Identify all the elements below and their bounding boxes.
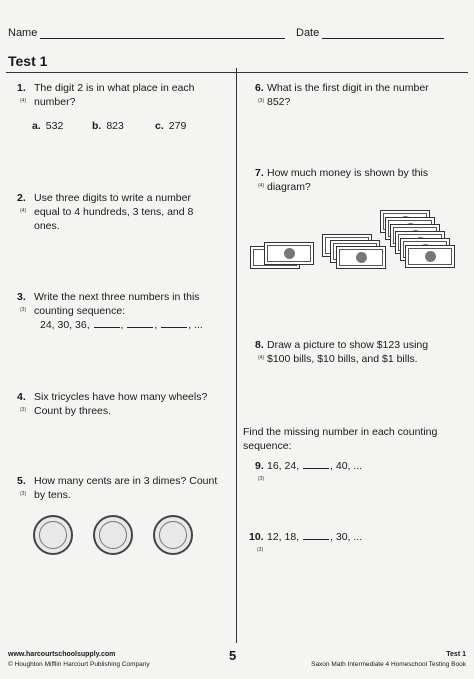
question-line: How much money is shown by this	[267, 167, 429, 179]
question-line: How many cents are in 3 dimes? Count	[34, 475, 218, 487]
lesson-ref: (3)	[20, 307, 27, 313]
choice-letter: a.	[32, 120, 41, 132]
footer-copyright: © Houghton Mifflin Harcourt Publishing Company	[8, 661, 150, 668]
instruction-line: Find the missing number in each counting	[243, 426, 438, 438]
title-rule	[6, 72, 468, 73]
dime-coin-image	[33, 515, 73, 555]
question-text	[34, 81, 195, 109]
money-diagram	[248, 208, 468, 270]
page-title: Test 1	[8, 53, 48, 69]
question-line: $100 bills, $10 bills, and $1 bills.	[267, 353, 418, 365]
lesson-ref: (3)	[257, 547, 264, 553]
question-text	[34, 390, 207, 418]
choice-a	[32, 119, 63, 133]
lesson-ref: (3)	[258, 476, 265, 482]
instruction-line: sequence:	[243, 440, 292, 452]
one-dollar-bill-image	[405, 245, 455, 268]
lesson-ref: (3)	[20, 491, 27, 497]
column-divider	[236, 68, 237, 643]
question-line: diagram?	[267, 181, 311, 193]
dime-coin-image	[93, 515, 133, 555]
question-text	[34, 474, 217, 502]
choice-letter: b.	[92, 120, 102, 132]
question-text	[267, 459, 362, 473]
question-line: What is the first digit in the number	[267, 82, 429, 94]
date-field-line[interactable]	[322, 38, 444, 39]
page-number: 5	[229, 648, 237, 663]
question-text	[267, 81, 429, 109]
choice-c	[155, 119, 186, 133]
answer-blank[interactable]	[303, 459, 329, 469]
question-line: The digit 2 is in what place in each	[34, 82, 195, 94]
question-line: Draw a picture to show $123 using	[267, 339, 429, 351]
question-line: Use three digits to write a number	[34, 192, 191, 204]
counting-instructions	[243, 425, 468, 453]
choice-value: 823	[106, 120, 124, 132]
question-number: 9.	[255, 460, 264, 472]
lesson-ref: (4)	[258, 355, 265, 361]
question-number: 5.	[17, 475, 26, 487]
question-number: 4.	[17, 391, 26, 403]
question-number: 1.	[17, 82, 26, 94]
sequence-end: , 40, ...	[330, 460, 363, 472]
lesson-ref: (4)	[258, 183, 265, 189]
footer-test-label: Test 1	[446, 651, 466, 658]
question-number: 2.	[17, 192, 26, 204]
question-line: 852?	[267, 96, 291, 108]
question-line: by tens.	[34, 489, 71, 501]
question-number: 8.	[255, 339, 264, 351]
question-text	[34, 191, 193, 233]
question-text	[267, 338, 428, 366]
sequence: 24, 30, 36, , , , ...	[40, 319, 203, 331]
lesson-ref: (4)	[20, 208, 27, 214]
footer-website: www.harcourtschoolsupply.com	[8, 651, 116, 658]
date-label: Date	[296, 27, 320, 39]
answer-blank[interactable]	[161, 318, 187, 328]
question-line: Six tricycles have how many wheels?	[34, 391, 208, 403]
choice-letter: c.	[155, 120, 164, 132]
sequence-ellipsis: ...	[194, 319, 203, 331]
question-text	[34, 290, 234, 332]
question-number: 6.	[255, 82, 264, 94]
question-line: ones.	[34, 220, 60, 232]
question-number: 7.	[255, 167, 264, 179]
sequence-end: , 30, ...	[330, 531, 363, 543]
choice-value: 532	[45, 120, 64, 132]
name-label: Name	[8, 27, 38, 39]
ten-dollar-bill-image	[336, 246, 386, 269]
sequence-start: 12, 18,	[267, 531, 300, 543]
question-text	[267, 166, 428, 194]
lesson-ref: (3)	[258, 98, 265, 104]
question-line: counting sequence:	[34, 305, 126, 317]
choice-b	[92, 119, 124, 133]
question-number: 10.	[249, 531, 264, 543]
answer-blank[interactable]	[303, 530, 329, 540]
question-number: 3.	[17, 291, 26, 303]
question-line: number?	[34, 96, 76, 108]
name-field-line[interactable]	[40, 38, 285, 39]
sequence-start: 16, 24,	[267, 460, 300, 472]
question-line: Count by threes.	[34, 405, 112, 417]
answer-blank[interactable]	[94, 318, 120, 328]
question-line: Write the next three numbers in this	[34, 291, 200, 303]
footer-book-title: Saxon Math Intermediate 4 Homeschool Testing Book	[311, 661, 466, 668]
choice-value: 279	[168, 120, 187, 132]
dime-coin-image	[153, 515, 193, 555]
question-text	[267, 530, 362, 544]
hundred-dollar-bill-image	[264, 242, 314, 265]
lesson-ref: (4)	[20, 98, 27, 104]
sequence-values: 24, 30, 36,	[40, 319, 90, 331]
lesson-ref: (3)	[20, 407, 27, 413]
answer-blank[interactable]	[127, 318, 153, 328]
question-line: equal to 4 hundreds, 3 tens, and 8	[34, 206, 194, 218]
